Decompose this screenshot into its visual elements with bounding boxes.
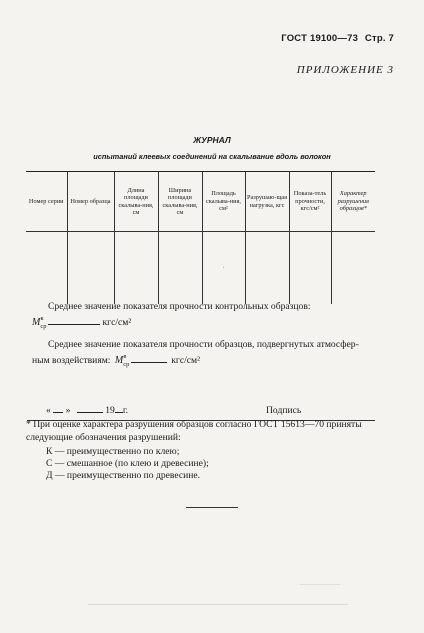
column-header: Характер разрушения образцов* xyxy=(331,172,375,232)
date-close-quote: » xyxy=(65,405,71,416)
table-cell: · xyxy=(202,232,245,305)
footnote-intro-line1: * При оценке характера разрушения образцов согласно ГОСТ 15613—70 приняты xyxy=(26,419,362,430)
end-rule xyxy=(186,507,238,508)
control-mean-formula xyxy=(32,312,131,333)
footnote-item: Д — преимущественно по древесине. xyxy=(46,470,201,481)
footnote-intro-line2: следующие обозначения разрушений: xyxy=(26,432,181,443)
table-cell xyxy=(289,232,331,305)
signature-label: Подпись xyxy=(266,405,302,416)
table-cell xyxy=(67,232,114,305)
column-header: Площадь скалыва-ния, см² xyxy=(202,172,245,232)
month-blank[interactable] xyxy=(77,406,103,413)
column-header: Разрушаю-щая нагрузка, кгс xyxy=(245,172,289,232)
gost-reference: ГОСТ 19100—73 xyxy=(281,33,359,44)
column-header: Длина площади скалыва-ния, см xyxy=(114,172,158,232)
mean-symbol: М xyxy=(32,317,41,328)
scan-artifact xyxy=(300,584,340,585)
column-header: Ширина площади скалыва-ния, см xyxy=(158,172,202,232)
scan-artifact xyxy=(88,604,348,605)
table-cell xyxy=(245,232,289,305)
page-header xyxy=(281,33,394,44)
mean-superscript: в xyxy=(123,353,127,360)
table-cell xyxy=(331,232,375,305)
control-unit: кгс/см² xyxy=(102,317,132,328)
mean-subscript: ср xyxy=(123,361,130,368)
journal-title: ЖУРНАЛ xyxy=(193,135,231,145)
footnote-item: К — преимущественно по клею; xyxy=(46,446,180,457)
page-number: Стр. 7 xyxy=(364,33,394,44)
control-value-blank[interactable] xyxy=(48,318,100,325)
table-cell xyxy=(158,232,202,305)
table-row xyxy=(26,232,375,305)
year-prefix: 19 xyxy=(105,405,115,416)
exposed-mean-formula xyxy=(32,350,200,371)
day-blank[interactable] xyxy=(53,406,63,413)
table-header-row xyxy=(26,172,375,232)
journal-subtitle: испытаний клеевых соединений на скалывание вдоль волокон xyxy=(93,152,331,161)
column-header: Номер серии xyxy=(26,172,67,232)
exposed-value-blank[interactable] xyxy=(131,356,167,363)
mean-superscript: к xyxy=(40,315,44,322)
column-header: Показа-тель прочности, кгс/см² xyxy=(289,172,331,232)
year-blank[interactable] xyxy=(115,406,123,413)
date-open-quote: « xyxy=(46,405,51,416)
appendix-title: ПРИЛОЖЕНИЕ 3 xyxy=(296,64,394,76)
mean-symbol: М xyxy=(114,355,124,366)
footnote-item: С — смешанное (по клею и древесине); xyxy=(46,458,209,469)
test-log-table xyxy=(26,171,375,304)
date-line xyxy=(46,404,128,417)
exposed-mean-text-line1: Среднее значение показателя прочности образцов, подвергнутых атмосфер- xyxy=(48,339,359,350)
table-cell xyxy=(26,232,67,305)
mean-subscript: ср xyxy=(40,323,47,330)
control-mean-text: Среднее значение показателя прочности контрольных образцов: xyxy=(48,301,311,312)
table-cell xyxy=(114,232,158,305)
exposed-mean-text-line2: ным воздействиям: xyxy=(32,355,111,366)
year-suffix: г. xyxy=(122,405,129,416)
exposed-unit: кгс/см² xyxy=(171,355,200,366)
column-header: Номер образца xyxy=(67,172,114,232)
